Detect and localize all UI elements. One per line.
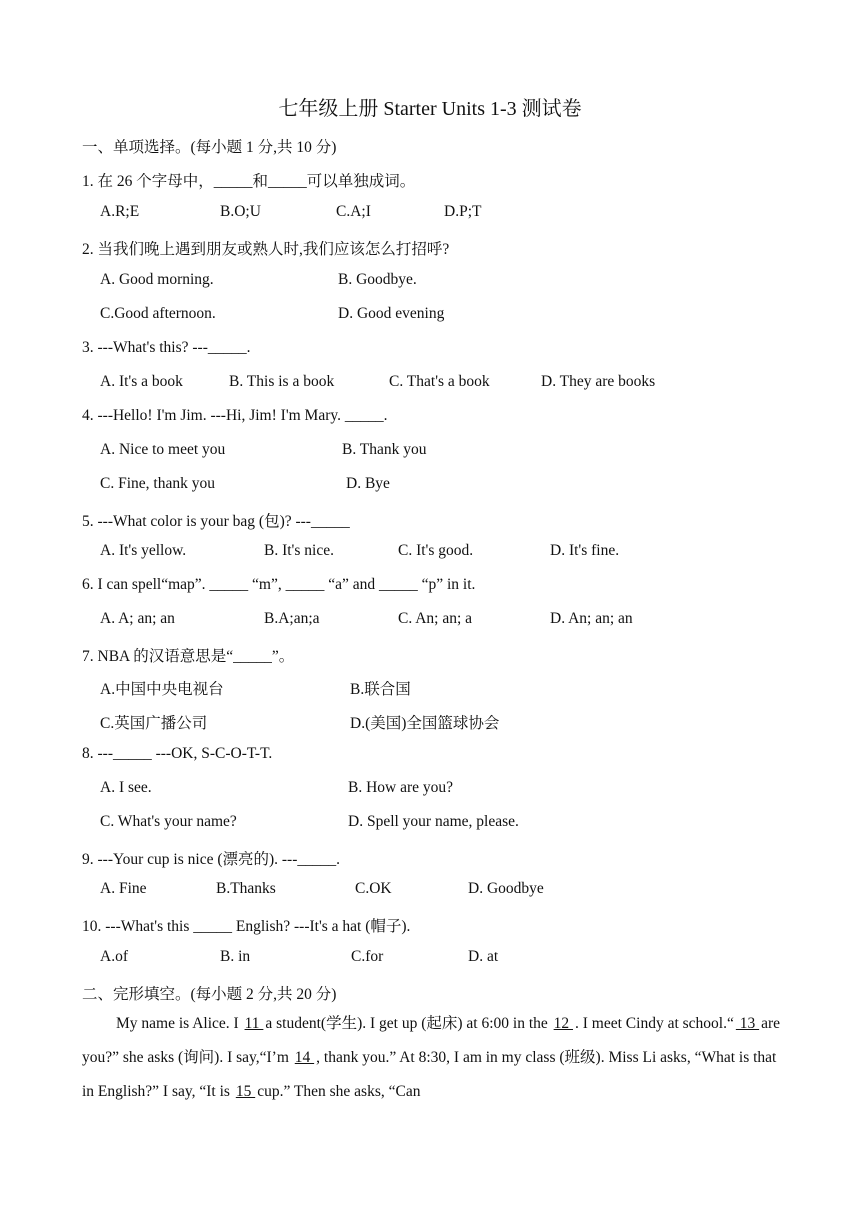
q9-option-b: B.Thanks (216, 880, 276, 897)
question-6: 6. I can spell“map”. _____ “m”, _____ “a” and _____ “p” in it. (82, 576, 476, 593)
q8-option-a: A. I see. (100, 779, 152, 796)
passage-text-2: a student(学生). I get up (起床) at 6:00 in the (265, 1015, 552, 1032)
q9-option-c: C.OK (355, 880, 392, 897)
section-heading-1: 一、单项选择。(每小题 1 分,共 10 分) (82, 139, 337, 156)
question-4: 4. ---Hello! I'm Jim. ---Hi, Jim! I'm Mary. _____. (82, 407, 388, 424)
q4-option-c: C. Fine, thank you (100, 475, 215, 492)
cloze-blank-13: 13 (735, 1015, 760, 1032)
q3-option-b: B. This is a book (229, 373, 335, 390)
section-heading-2: 二、完形填空。(每小题 2 分,共 20 分) (82, 986, 337, 1003)
passage-text-6: cup.” Then she asks, “Can (257, 1083, 421, 1100)
passage-text-4: are you?” she asks (询问). I say,“I’m (82, 1015, 781, 1066)
q8-option-c: C. What's your name? (100, 813, 237, 830)
q7-option-a: A.中国中央电视台 (100, 681, 224, 698)
q6-option-d: D. An; an; an (550, 610, 633, 627)
q3-option-d: D. They are books (541, 373, 656, 390)
q5-option-a: A. It's yellow. (100, 542, 187, 559)
q9-option-a: A. Fine (100, 880, 147, 897)
q5-option-b: B. It's nice. (264, 542, 334, 559)
q1-option-d: D.P;T (444, 203, 482, 220)
question-1: 1. 在 26 个字母中，_____和_____可以单独成词。 (82, 173, 416, 190)
q4-option-a: A. Nice to meet you (100, 441, 226, 458)
q7-option-c: C.英国广播公司 (100, 715, 208, 732)
q6-option-a: A. A; an; an (100, 610, 175, 627)
q4-option-b: B. Thank you (342, 441, 427, 458)
question-7: 7. NBA 的汉语意思是“_____”。 (82, 648, 295, 665)
q1-option-c: C.A;I (336, 203, 371, 220)
question-5: 5. ---What color is your bag (包)? ---_____ (82, 513, 350, 530)
question-9: 9. ---Your cup is nice (漂亮的). ---_____. (82, 851, 341, 868)
q1-option-a: A.R;E (100, 203, 140, 220)
cloze-blank-12: 12 (553, 1015, 574, 1032)
cloze-passage (82, 1007, 782, 1109)
q5-option-c: C. It's good. (398, 542, 474, 559)
q2-option-d: D. Good evening (338, 305, 445, 322)
q4-option-d: D. Bye (346, 475, 390, 492)
q10-option-b: B. in (220, 948, 251, 965)
passage-text-5: , thank you.” At 8:30, I am in my class (班级). Miss Li asks, “What is that in English?” I say, “It is (82, 1049, 777, 1100)
q3-option-c: C. That's a book (389, 373, 490, 390)
question-2: 2. 当我们晚上遇到朋友或熟人时,我们应该怎么打招呼? (82, 241, 450, 258)
q8-option-b: B. How are you? (348, 779, 454, 796)
q7-option-b: B.联合国 (350, 681, 411, 698)
q2-option-a: A. Good morning. (100, 271, 214, 288)
cloze-blank-11: 11 (244, 1015, 264, 1032)
passage-text-1: My name is Alice. I (116, 1015, 243, 1032)
passage-text-3: . I meet Cindy at school.“ (575, 1015, 734, 1032)
q2-option-c: C.Good afternoon. (100, 305, 216, 322)
question-10: 10. ---What's this _____ English? ---It's a hat (帽子). (82, 918, 411, 935)
cloze-blank-14: 14 (294, 1049, 315, 1066)
q5-option-d: D. It's fine. (550, 542, 620, 559)
cloze-blank-15: 15 (235, 1083, 256, 1100)
q10-option-c: C.for (351, 948, 384, 965)
q8-option-d: D. Spell your name, please. (348, 813, 519, 830)
question-8: 8. ---_____ ---OK, S-C-O-T-T. (82, 745, 273, 762)
q10-option-d: D. at (468, 948, 499, 965)
page-title: 七年级上册 Starter Units 1-3 测试卷 (278, 98, 582, 120)
q3-option-a: A. It's a book (100, 373, 183, 390)
q6-option-c: C. An; an; a (398, 610, 473, 627)
q1-option-b: B.O;U (220, 203, 261, 220)
q6-option-b: B.A;an;a (264, 610, 320, 627)
q7-option-d: D.(美国)全国篮球协会 (350, 715, 500, 732)
q2-option-b: B. Goodbye. (338, 271, 417, 288)
q10-option-a: A.of (100, 948, 128, 965)
question-3: 3. ---What's this? ---_____. (82, 339, 251, 356)
q9-option-d: D. Goodbye (468, 880, 544, 897)
